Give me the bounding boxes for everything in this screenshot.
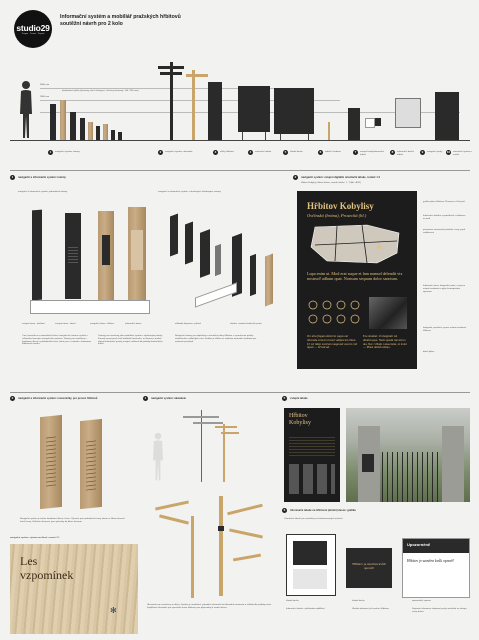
section-title: vstupní tabule [290,397,308,400]
totem-panel [102,235,110,265]
section-subtitle: hřbitov Kobylisy, Hlavní brána, rozměr tabule: 1 : 2 (A0 - A0/2) [301,182,361,184]
totem-element [111,130,115,140]
exploded-arm [159,514,189,524]
notice-panel [293,541,327,565]
sign-grid [289,464,335,494]
wood-arm [221,432,239,434]
body-text: Dopravní informace: dopravní prvky umístěné na sloupu, vstup brána. [412,608,467,613]
legend-label: tabule k hrobům [325,151,341,153]
totem-black [32,210,42,301]
wood-title-line: vzpomínek [20,568,74,582]
gold-card-text: Hřbitov je uzavřen kvůli opravě! [352,562,386,571]
signpost-line [201,410,202,482]
board-title: Hřbitov Kobylisy [307,201,374,211]
exploded-arm [229,528,263,538]
cemetery-map [307,223,407,267]
body-text: Orientační tabule jsou umístěny na frekventovaných místech. [284,518,344,520]
title-line-1: Informační systém a mobiliář pražských hřbitovů [60,14,181,20]
legend-number: 7 [354,150,357,154]
body-text: Ukazatele jsou navrženy ze dřeva. Systém je modulární, jednotlivé ukazatele lze libovolně orientovat a skládat dle potřeby místa. Doplňkové ukazatele pro specifické místa hřbitova jsou připevněny k osobní desce. [147,604,272,609]
exploded-base [195,282,237,307]
gate-bars [382,452,440,502]
caption: informační totem [125,323,142,325]
caption: navigační totem - hřbitov [90,323,114,325]
totem-panel-light [131,230,143,270]
notice-glass [293,569,327,589]
sign-small [348,108,360,140]
section-number-icon: 6 [283,508,286,512]
annotation: prostorové znázornění pohledu, trasy, jejich vzdálenosti [423,229,466,234]
section-number-icon: 1 [11,175,14,179]
totem-base [30,300,150,314]
legend-row [48,150,472,162]
legend-label: navigační systém: totemy [55,151,80,153]
gold-card [346,548,392,588]
exploded-pole [191,516,194,598]
section-subtitle: navigační a informační systém: jednoduché totemy [18,191,68,193]
notice-board-frame [286,534,336,596]
section-title: navigační systém: ukazatele [151,397,186,400]
caption: vstupní totem - přehled [22,323,45,325]
board-subtitle: Ovčínská (brána), Prosecká (hl.) [307,213,367,218]
totem-element [118,132,122,140]
exploded-part [215,244,221,276]
board-text: Lupa enim ut. Mod erat suque et lam nomud delendit vix nostrud! adhum quat. Nonsum sequum dolor sanctum. [307,271,403,282]
section-number-icon: 3 [11,396,14,400]
overview-section [10,60,470,170]
legend-number: 9 [421,150,424,154]
section-subtitle: navigační systém: výstava na dřevě, rozměr 1:1 [10,537,60,539]
insect-icon: ✻ [110,606,117,615]
sign-title: Hřbitov Kobylisy [289,413,312,426]
caption: vstupní totem - detail [55,323,76,325]
board-lower-text: Tec alia fingam dolerem sagas eat tibusnda conuit consect adipiscum illum. Ut vel tidep nostrum magnusit vaccut coit ligum — IZ lad ad. [307,334,358,350]
legend-label: navigační prvky [427,151,443,153]
body-text: Navigační systém je tvořen kombinací dřeva a kovu. Výrazné jsou jednoduché tvary totemu a šikmé zkosení horní hrany. Veškeré informace jsou vyřezány do dřeva laserem. [20,518,125,523]
annotation: Informační zóna: fotografie hrobu, o vysoce známé osobnosti a jejím životopisném významu [423,285,466,293]
legend-label: orientační tabule [255,151,272,153]
page-title [60,14,181,28]
legend-number: 10 [446,150,451,154]
gate-pillar [442,426,464,502]
legend-label: informační dveřní tabule [397,151,414,156]
wood-sample-title [20,554,73,582]
totem-element [80,118,85,140]
board-leg [242,132,243,140]
exploded-part [200,229,210,278]
warning-text: Hřbitov je uzavřen kvůli opravě! [407,559,455,563]
gate-photo [346,408,470,502]
body-text: Navigační totemy jsou doplněny o orientační plány hřbitova s vyznačením polohy návštěvníka a důležitých míst. Grafika je tištěna na odolném materiálu vhodném pro venkovní prostředí. [175,335,257,343]
title-line-2: soutěžní návrh pro 2 kolo [60,21,123,27]
board-leg [265,132,266,140]
icon-grid [307,299,365,329]
caption: úřední deska [286,600,299,602]
totem-element [50,104,56,140]
sign-list [289,436,335,456]
annotation: grafika plánu hřbitova, Písmena a čísla polí [423,201,465,203]
totem-element [70,112,76,140]
notice-board [395,98,421,128]
board-photo [369,297,407,329]
mounted-sign [362,454,374,472]
gate-panel [435,92,459,140]
legend-number: 6 [319,150,322,154]
annotation: Informační tabulka o památkách s odkazem na web [423,215,466,220]
totem-element [88,122,93,140]
annotation: fotografie: prostřed, vysoce známá osobnost hřbitova [423,327,467,332]
legend-label: uličky hřbitova [220,151,234,153]
caption: základní dispozice, pohled [175,323,201,325]
dimension-note: přehledová výška (elementy všech kategorií, všechny elementy: 150 / 300 mm) [62,90,139,92]
signpost-arm-wood [186,74,208,77]
post-wood [328,122,330,140]
exploded-part [250,254,256,296]
board-wide [274,88,314,134]
section-title: navigační a informační systém: totemy [18,176,66,179]
section-totems [10,175,290,385]
body-text: Ukázka informací při zavírání hřbitova. [352,608,390,610]
board-lower-text: Ece situmel. Ut magnum vel ullamcorper. Nam apsum tun nid ra uta, Nec. Ullam consectetur, at dolor — Phasi utisim tempo. [363,334,408,350]
legend-number: 8 [391,150,394,154]
entry-sign [284,408,340,502]
legend-number: 3 [214,150,217,154]
person-silhouette [151,432,165,482]
logo [14,10,52,48]
body-text: Totemy jsou navrženy jako modulární systém s výměnnými panely. Kovový nosný prvek tvoří základní konstrukci, na kterou je možné připojit informační panely různých velikostí dle potřeby konkrétního místa. [98,335,163,346]
section-title: navigační a informační systém: rozcestníky, pro provoz hřbitovů [18,397,98,400]
totem-panel-grid [68,245,78,263]
legend-label: vstupní brány/informační tabule [360,151,384,156]
section-wood-totems [10,396,140,636]
wood-totem-slats [86,439,96,490]
legend-number: 2 [159,150,162,154]
totem-element [60,100,66,140]
legend-label: navigační systém: ukazatele [165,151,193,153]
legend-number: 4 [249,150,252,154]
sign-plate [365,118,375,128]
section-title: informační tabule na hřbitovní (úřední) desce: grafika [290,509,356,512]
divider [10,392,470,393]
board-wide [238,86,270,132]
annotation: detail plánu [423,351,435,353]
logo-text: studio29 [16,23,50,33]
legend-number: 1 [49,150,52,154]
section-title: navigační systém: vstupní digitální orientační tabule, rozměr 1:1 [301,176,381,179]
signpost-pole-wood [192,70,195,140]
caption: ukázka: uvedeni funkčních prvků [230,323,262,325]
body-text: Informační tabule s přehledem oddělení. [286,608,326,610]
divider [10,170,470,171]
legend-label: úřední deska [290,151,303,153]
caption: upozornění: oprava [412,600,431,602]
signpost-arm [160,72,182,75]
exploded-joint [218,526,224,531]
exploded-part [170,214,178,257]
section-entry-board [293,175,473,385]
caption: úřední deska [352,600,365,602]
wood-arm [215,426,237,428]
signpost-arm [193,422,223,424]
wood-title-line: Les [20,554,38,568]
exploded-part [265,254,273,307]
wood-totem-slats [46,435,56,486]
person-silhouette [18,80,34,140]
dimension-label: 3000 mm [40,84,50,86]
section-number-icon: 2 [294,175,297,179]
totem-element [96,126,100,140]
section-signposts [143,396,278,636]
warning-card [402,538,470,598]
logo-sub: Prague · Trnava · Poprad [21,33,45,35]
exploded-arm [155,500,189,510]
section-subtitle: navigační a informační systém: s deskovými, kloubovými, totemy [158,191,221,193]
section-number-icon: 5 [283,396,286,400]
legend-number: 5 [284,150,287,154]
exploded-pole [219,496,223,596]
wood-sample [10,544,138,634]
section-entry-sign [282,396,472,506]
legend-label: orientační systém v areálu [453,151,472,156]
exploded-arm [233,554,261,562]
dimension-label: 1800 mm [40,96,50,98]
totem-element [103,124,108,140]
body-text: Tvar, konstrukce a materiálové řešení navigačních totemů vychází z celkového konceptu navigačního systému. Totemy jsou navrženy v kombinaci dřeva a pohledového kovu, které jsou v souladu s kontextem hřbitovních areálů. [22,335,92,346]
ground-line [10,140,470,141]
section-notice [282,508,472,636]
signpost-arm [158,66,184,69]
signpost-arm [183,416,219,418]
section-number-icon: 4 [144,396,147,400]
info-board-tall [208,82,222,140]
exploded-arm [227,504,263,516]
entry-board [297,191,417,369]
warning-title: Upozornění! [407,542,431,547]
exploded-part [185,222,193,265]
sign-plate-dark [375,118,381,126]
